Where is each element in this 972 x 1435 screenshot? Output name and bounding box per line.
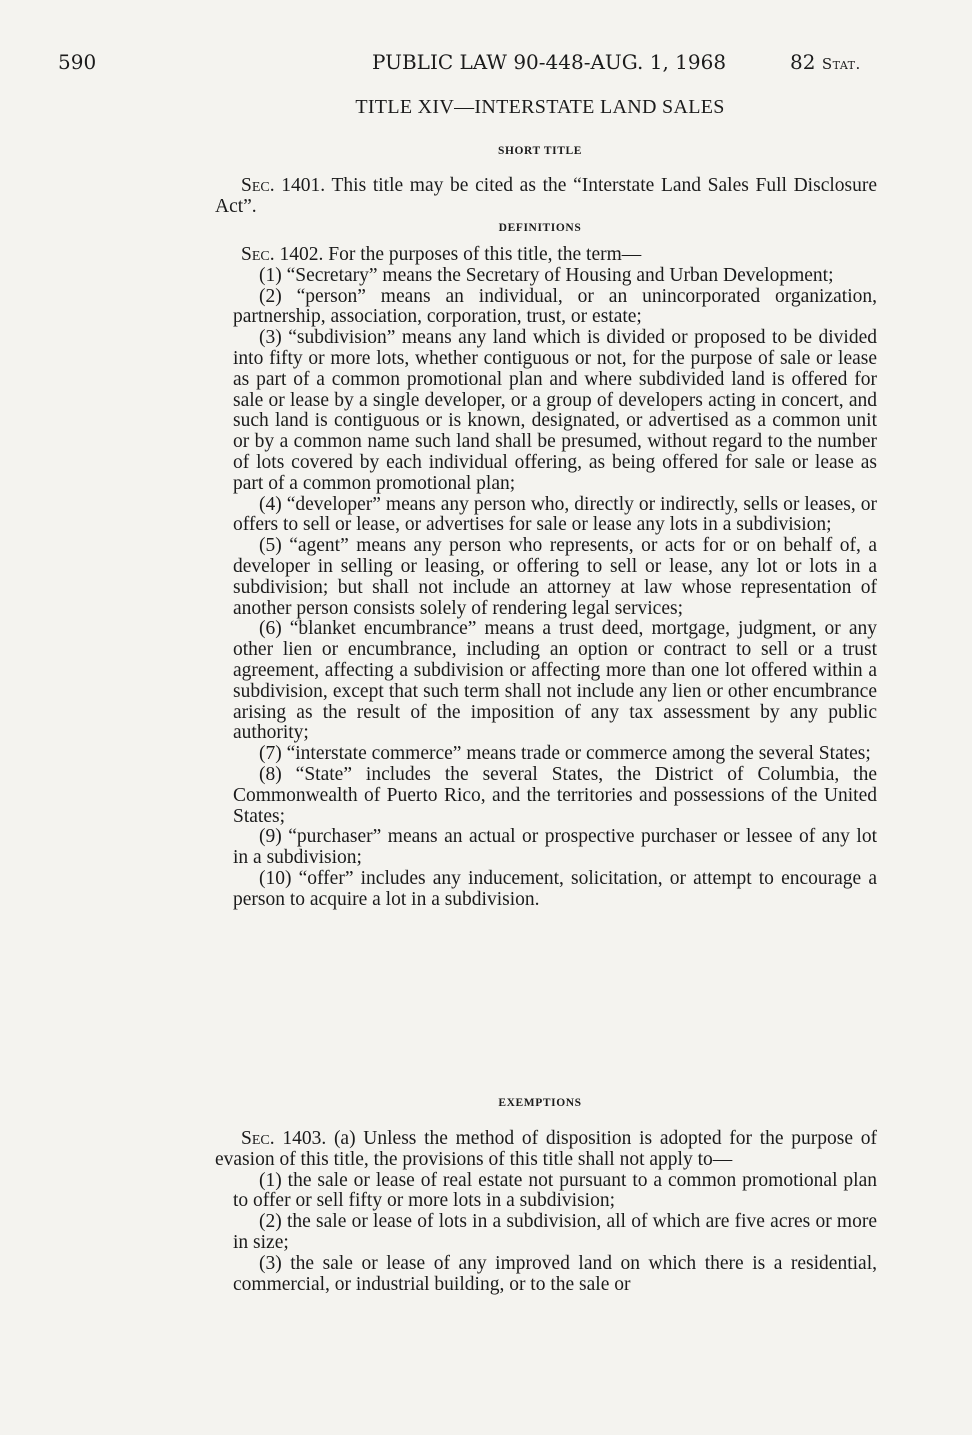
definition-item: (1) “Secretary” means the Secretary of Housing and Urban Development; (259, 264, 834, 286)
section-1402 (215, 245, 877, 911)
section-body: 1402. For the purposes of this title, the term— (279, 244, 642, 265)
section-body: 1403. (a) Unless the method of disposition is adopted for the purpose of evasion of this title, the provisions of this title shall not apply to— (215, 1128, 877, 1170)
definition-item: (2) “person” means an individual, or an unincorporated organization, partnership, association, corporation, trust, or estate; (233, 285, 877, 328)
running-header (0, 50, 972, 80)
exemptions-heading: EXEMPTIONS (498, 1097, 582, 1109)
exemption-item: (3) the sale or lease of any improved land on which there is a residential, commercial, or industrial building, or to the sale or (233, 1252, 877, 1295)
stat-volume: 82 (790, 50, 816, 74)
definition-item: (7) “interstate commerce” means trade or commerce among the several States; (259, 743, 871, 765)
statute-reference (790, 50, 861, 74)
definition-item: (9) “purchaser” means an actual or prospective purchaser or lessee of any lot in a subdivision; (233, 826, 877, 869)
section-1403-intro (215, 1129, 877, 1171)
short-title-heading: SHORT TITLE (497, 145, 583, 157)
section-label: Sec. (241, 175, 275, 196)
section-1401 (215, 176, 877, 218)
stat-label: Stat. (821, 55, 861, 73)
definition-item: (6) “blanket encumbrance” means a trust deed, mortgage, judgment, or any other lien or encumbrance, including an option or contract to sell or a trust agreement, affecting a subdivision or affecting more than one lot offered within a subdivision, except that such term shall not include any lien or other encumbrance arising as the result of the imposition of any tax assessment by any public authority; (233, 618, 877, 744)
definitions-list (215, 266, 877, 911)
definition-item: (5) “agent” means any person who represents, or acts for or on behalf of, a developer in selling or leasing, or offering to sell or lease, any lot or lots in a subdivision; but shall not include an attorney at law whose representation of another person consists solely of rendering legal services; (233, 535, 877, 619)
definition-item: (3) “subdivision” means any land which is divided or proposed to be divided into fifty or more lots, whether contiguous or not, for the purpose of sale or lease as part of a common promotional plan and where subdivided land is offered for sale or lease by a single developer, or a group of developers acting in concert, and such land is contiguous or is known, designated, or advertised as a common unit or by a common name such land shall be presumed, without regard to the number of lots covered by each individual offering, as being offered for sale or lease as part of a common promotional plan; (233, 327, 877, 494)
section-body: 1401. This title may be cited as the “Interstate Land Sales Full Disclosure Act”. (215, 175, 877, 217)
exemption-item: (2) the sale or lease of lots in a subdivision, all of which are five acres or more in size; (233, 1211, 877, 1253)
definition-item: (8) “State” includes the several States, the District of Columbia, the Commonwealth of Puerto Rico, and the territories and possessions of the United States; (233, 763, 877, 827)
definition-item: (4) “developer” means any person who, directly or indirectly, sells or leases, or offers to sell or lease, or advertises for sale or lease any lots in a subdivision; (233, 493, 877, 536)
section-1401-text (215, 176, 877, 218)
title-heading: TITLE XIV—INTERSTATE LAND SALES (355, 96, 725, 118)
exemption-item: (1) the sale or lease of real estate not pursuant to a common promotional plan to offer or sell fifty or more lots in a subdivision; (233, 1169, 877, 1212)
section-1403 (215, 1129, 877, 1295)
definition-item: (10) “offer” includes any inducement, solicitation, or attempt to encourage a person to acquire a lot in a subdivision. (233, 867, 877, 910)
exemptions-list (215, 1171, 877, 1296)
page-number: 590 (58, 50, 97, 74)
definitions-heading: DEFINITIONS (498, 222, 582, 234)
running-title: PUBLIC LAW 90-448-AUG. 1, 1968 (372, 50, 727, 74)
section-label: Sec. (241, 1128, 275, 1149)
section-1402-intro (215, 245, 877, 266)
section-label: Sec. (241, 244, 275, 265)
